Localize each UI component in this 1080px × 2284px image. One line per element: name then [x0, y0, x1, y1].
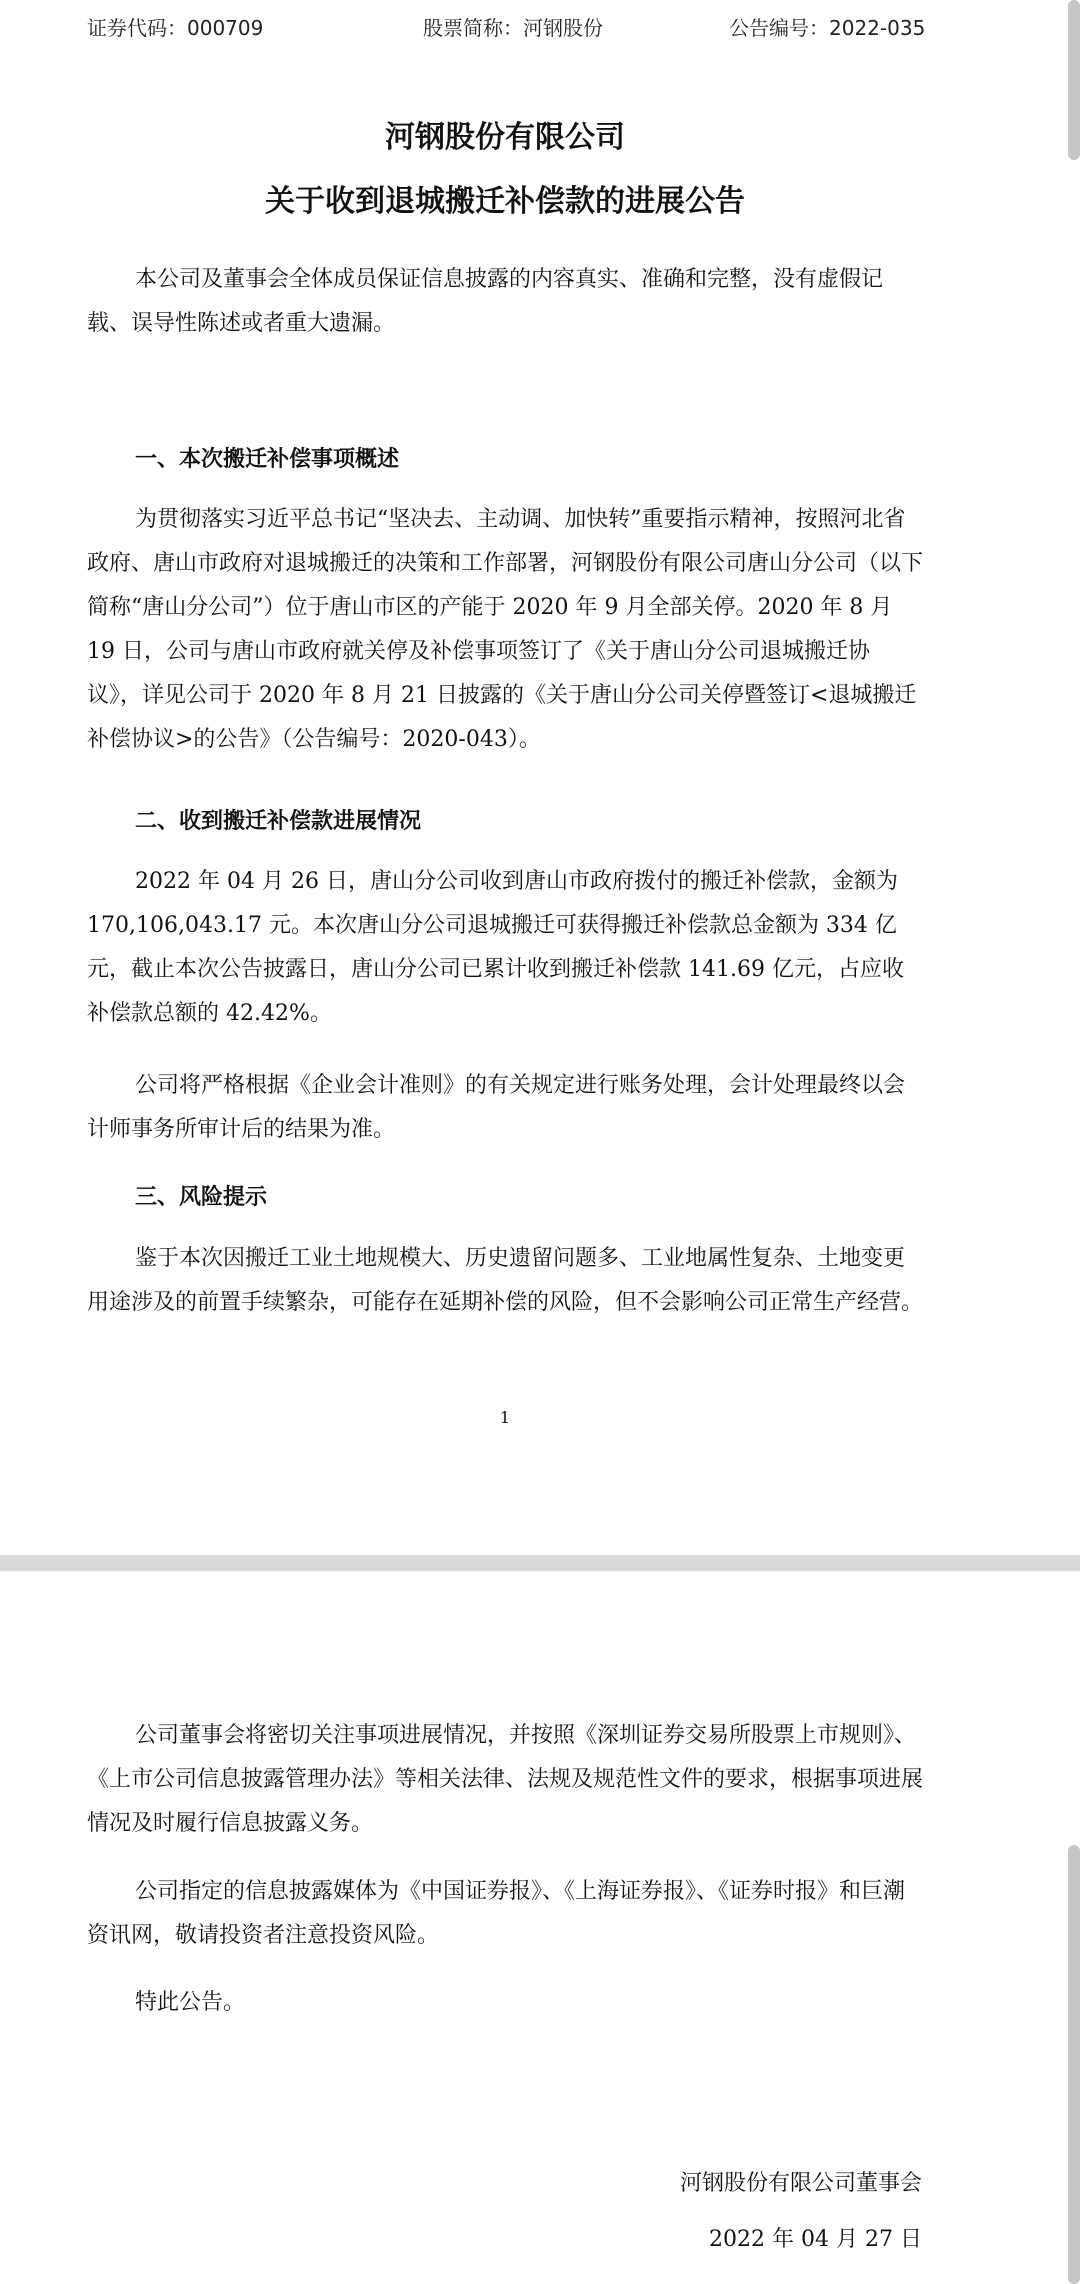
intro-paragraph: 本公司及董事会全体成员保证信息披露的内容真实、准确和完整，没有虚假记载、误导性陈述或者重大遗漏。 [87, 267, 884, 336]
section1-heading: 一、本次搬迁补偿事项概述 [135, 447, 400, 472]
page2-paragraph-2: 公司指定的信息披露媒体为《中国证券报》、《上海证券报》、《证券时报》和巨潮资讯网，敬请投资者注意投资风险。 [87, 1879, 906, 1948]
section2-paragraph-2: 公司将严格根据《企业会计准则》的有关规定进行账务处理，会计处理最终以会计师事务所审计后的结果为准。 [87, 1073, 906, 1142]
section2-paragraph-1: 2022 年 04 月 26 日，唐山分公司收到唐山市政府拨付的搬迁补偿款，金额为 170,106,043.17 元。本次唐山分公司退城搬迁可获得搬迁补偿款总金额为 334 亿元，截止本次公告披露日，唐山分公司已累计收到搬迁补偿款 141.69 亿元，占应收补偿款总额的 42.42%。 [87, 869, 904, 1026]
document-page-2 [0, 1571, 1080, 2284]
page-separator [0, 1555, 1080, 1571]
announcement-title: 关于收到退城搬迁补偿款的进展公告 [265, 184, 745, 219]
page2-paragraph-1: 公司董事会将密切关注事项进展情况，并按照《深圳证券交易所股票上市规则》、《上市公司信息披露管理办法》等相关法律、法规及规范性文件的要求，根据事项进展情况及时履行信息披露义务。 [87, 1723, 924, 1836]
section2-heading: 二、收到搬迁补偿款进展情况 [135, 809, 422, 834]
section3-heading: 三、风险提示 [135, 1185, 268, 1210]
stock-code: 证券代码：000709 [87, 16, 264, 40]
signatory: 河钢股份有限公司董事会 [679, 2171, 922, 2196]
closing-statement: 特此公告。 [135, 1990, 246, 2015]
announcement-date: 2022 年 04 月 27 日 [709, 2227, 922, 2252]
stock-name: 股票简称：河钢股份 [423, 16, 603, 40]
scrollbar-thumb-bottom[interactable] [1068, 1845, 1080, 2284]
section1-paragraph: 为贯彻落实习近平总书记“坚决去、主动调、加快转”重要指示精神，按照河北省政府、唐山市政府对退城搬迁的决策和工作部署，河钢股份有限公司唐山分公司（以下简称“唐山分公司”）位于唐山市区的产能于 2020 年 9 月全部关停。2020 年 8 月 19 日，公司与唐山市政府就关停及补偿事项签订了《关于唐山分公司退城搬迁协议》，详见公司于 2020 年 8 月 21 日披露的《关于唐山分公司关停暨签订<退城搬迁补偿协议>的公告》（公告编号：2020-043）。 [87, 507, 924, 752]
announcement-number: 公告编号：2022-035 [729, 16, 926, 40]
page-number: 1 [499, 1408, 511, 1427]
scrollbar-thumb-top[interactable] [1068, 0, 1080, 160]
company-title: 河钢股份有限公司 [385, 120, 625, 155]
section3-paragraph: 鉴于本次因搬迁工业土地规模大、历史遗留问题多、工业地属性复杂、土地变更用途涉及的前置手续繁杂，可能存在延期补偿的风险，但不会影响公司正常生产经营。 [87, 1246, 924, 1315]
